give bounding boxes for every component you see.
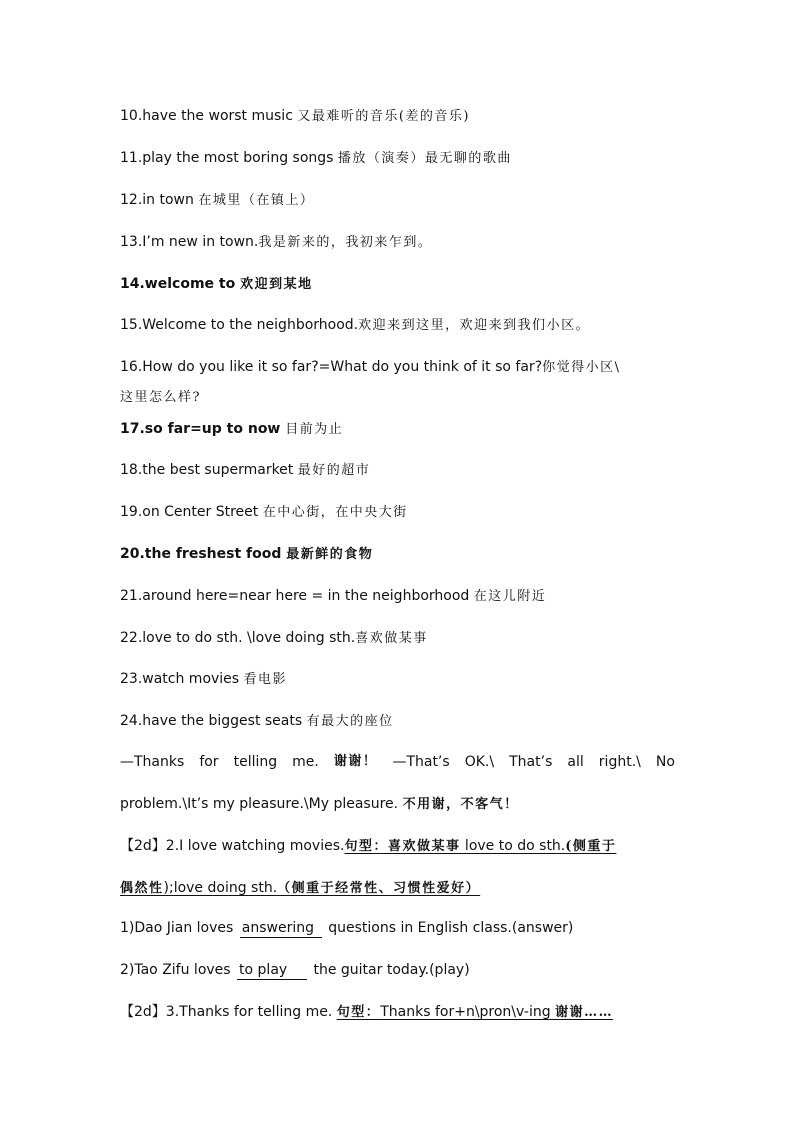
phrase-item-16-cont (120, 387, 201, 408)
phrase-zh: 在这儿附近 (473, 589, 547, 604)
phrase-zh: 我是新来的，我初来乍到。 (258, 235, 433, 250)
phrase-en: 13.I’m new in town. (120, 234, 259, 250)
exercise-text: 1)Dao Jian loves (120, 920, 238, 936)
phrase-en: 12.in town (120, 192, 199, 208)
phrase-zh: 在中心街，在中央大街 (262, 505, 408, 520)
note-2d-2-cont (120, 878, 480, 899)
phrase-item-17 (120, 419, 343, 440)
phrase-item-20 (120, 544, 373, 565)
phrase-en: 11.play the most boring songs (120, 150, 338, 166)
exercise-answer-blank[interactable]: to play (237, 962, 307, 980)
dialogue-zh: 谢谢！ (333, 754, 378, 769)
phrase-item-21 (120, 586, 546, 607)
note-tag: 【2d】 (120, 838, 166, 854)
phrase-item-23 (120, 669, 287, 690)
pattern-zh: 句型： (336, 1005, 381, 1020)
phrase-zh: 看电影 (243, 672, 288, 687)
phrase-en: 10.have the worst music (120, 108, 298, 124)
phrase-item-19 (120, 502, 408, 523)
pattern-zh: (侧重于 (565, 839, 617, 854)
phrase-en: 20.the freshest food (120, 546, 287, 562)
phrase-item-24 (120, 711, 394, 732)
phrase-en: 23.watch movies (120, 671, 244, 687)
note-underlined-pattern (120, 880, 480, 896)
dialogue-zh: 不用谢，不客气！ (402, 797, 519, 812)
phrase-item-10 (120, 106, 470, 127)
pattern-en: );love doing sth. (163, 880, 278, 896)
phrase-item-18 (120, 460, 370, 481)
dialogue-word: all (567, 754, 584, 770)
phrase-zh: 最好的超市 (297, 463, 371, 478)
dialogue-word: —Thanks (120, 754, 185, 770)
phrase-item-15 (120, 315, 590, 336)
dialogue-word: —That’s (392, 754, 450, 770)
phrase-item-12 (120, 190, 314, 211)
phrase-zh: 又最难听的音乐(差的音乐) (297, 109, 470, 124)
phrase-en: 14.welcome to (120, 276, 241, 292)
phrase-zh: 播放（演奏）最无聊的歌曲 (337, 151, 512, 166)
phrase-item-13 (120, 232, 432, 253)
phrase-zh: 欢迎到某地 (240, 277, 313, 292)
exercise-text: questions in English class.(answer) (323, 920, 574, 936)
dialogue-word: That’s (509, 754, 553, 770)
phrase-zh: 最新鲜的食物 (286, 547, 374, 562)
phrase-en: 17.so far=up to now (120, 421, 286, 437)
exercise-1 (120, 918, 573, 938)
phrase-item-22 (120, 628, 428, 649)
phrase-zh: 欢迎来到这里，欢迎来到我们小区。 (358, 318, 591, 333)
phrase-zh: 有最大的座位 (306, 714, 394, 729)
phrase-item-14 (120, 274, 313, 295)
note-tag: 【2d】 (120, 1004, 166, 1020)
thanks-dialogue-line-2 (120, 794, 519, 815)
phrase-en: 15.Welcome to the neighborhood. (120, 317, 359, 333)
exercise-text: the guitar today.(play) (309, 962, 470, 978)
dialogue-word: telling (233, 754, 278, 770)
phrase-en: 24.have the biggest seats (120, 713, 307, 729)
phrase-zh: 喜欢做某事 (355, 631, 428, 646)
note-text: 3.Thanks for telling me. (165, 1004, 333, 1020)
dialogue-en: problem.\It’s my pleasure.\My pleasure. (120, 796, 403, 812)
phrase-en: 19.on Center Street (120, 504, 263, 520)
thanks-dialogue-line (120, 752, 675, 772)
pattern-en: Thanks for+n\pron\v-ing (380, 1004, 556, 1020)
note-underlined-pattern (344, 838, 616, 854)
exercise-text: 2)Tao Zifu loves (120, 962, 236, 978)
phrase-en: 21.around here=near here = in the neighborhood (120, 588, 474, 604)
dialogue-word: me. (292, 754, 319, 770)
pattern-zh: 句型：喜欢做某事 (344, 839, 461, 854)
phrase-zh: 这里怎么样? (120, 390, 201, 405)
phrase-en: 16.How do you like it so far?=What do you think of it so far? (120, 359, 543, 375)
note-text: 2.I love watching movies. (165, 838, 345, 854)
pattern-zh: 谢谢…… (555, 1005, 614, 1020)
pattern-en: love to do sth. (460, 838, 566, 854)
note-2d-2 (120, 836, 616, 857)
note-2d-3 (120, 1002, 613, 1023)
phrase-en: 22.love to do sth. \love doing sth. (120, 630, 356, 646)
dialogue-word: for (199, 754, 219, 770)
phrase-item-11 (120, 148, 512, 169)
pattern-zh: （侧重于经常性、习惯性爱好） (277, 881, 481, 896)
phrase-zh: 在城里（在镇上） (198, 193, 315, 208)
exercise-answer-blank[interactable]: answering (240, 920, 322, 938)
note-underlined-pattern (337, 1004, 613, 1020)
pattern-zh: 偶然性 (120, 881, 164, 896)
dialogue-word: right.\ (598, 754, 641, 770)
phrase-zh: 你觉得小区\ (542, 360, 621, 375)
phrase-zh: 目前为止 (285, 422, 344, 437)
dialogue-word: No (655, 754, 675, 770)
exercise-2 (120, 960, 470, 980)
dialogue-word: OK.\ (464, 754, 495, 770)
phrase-en: 18.the best supermarket (120, 462, 298, 478)
phrase-item-16 (120, 357, 621, 378)
